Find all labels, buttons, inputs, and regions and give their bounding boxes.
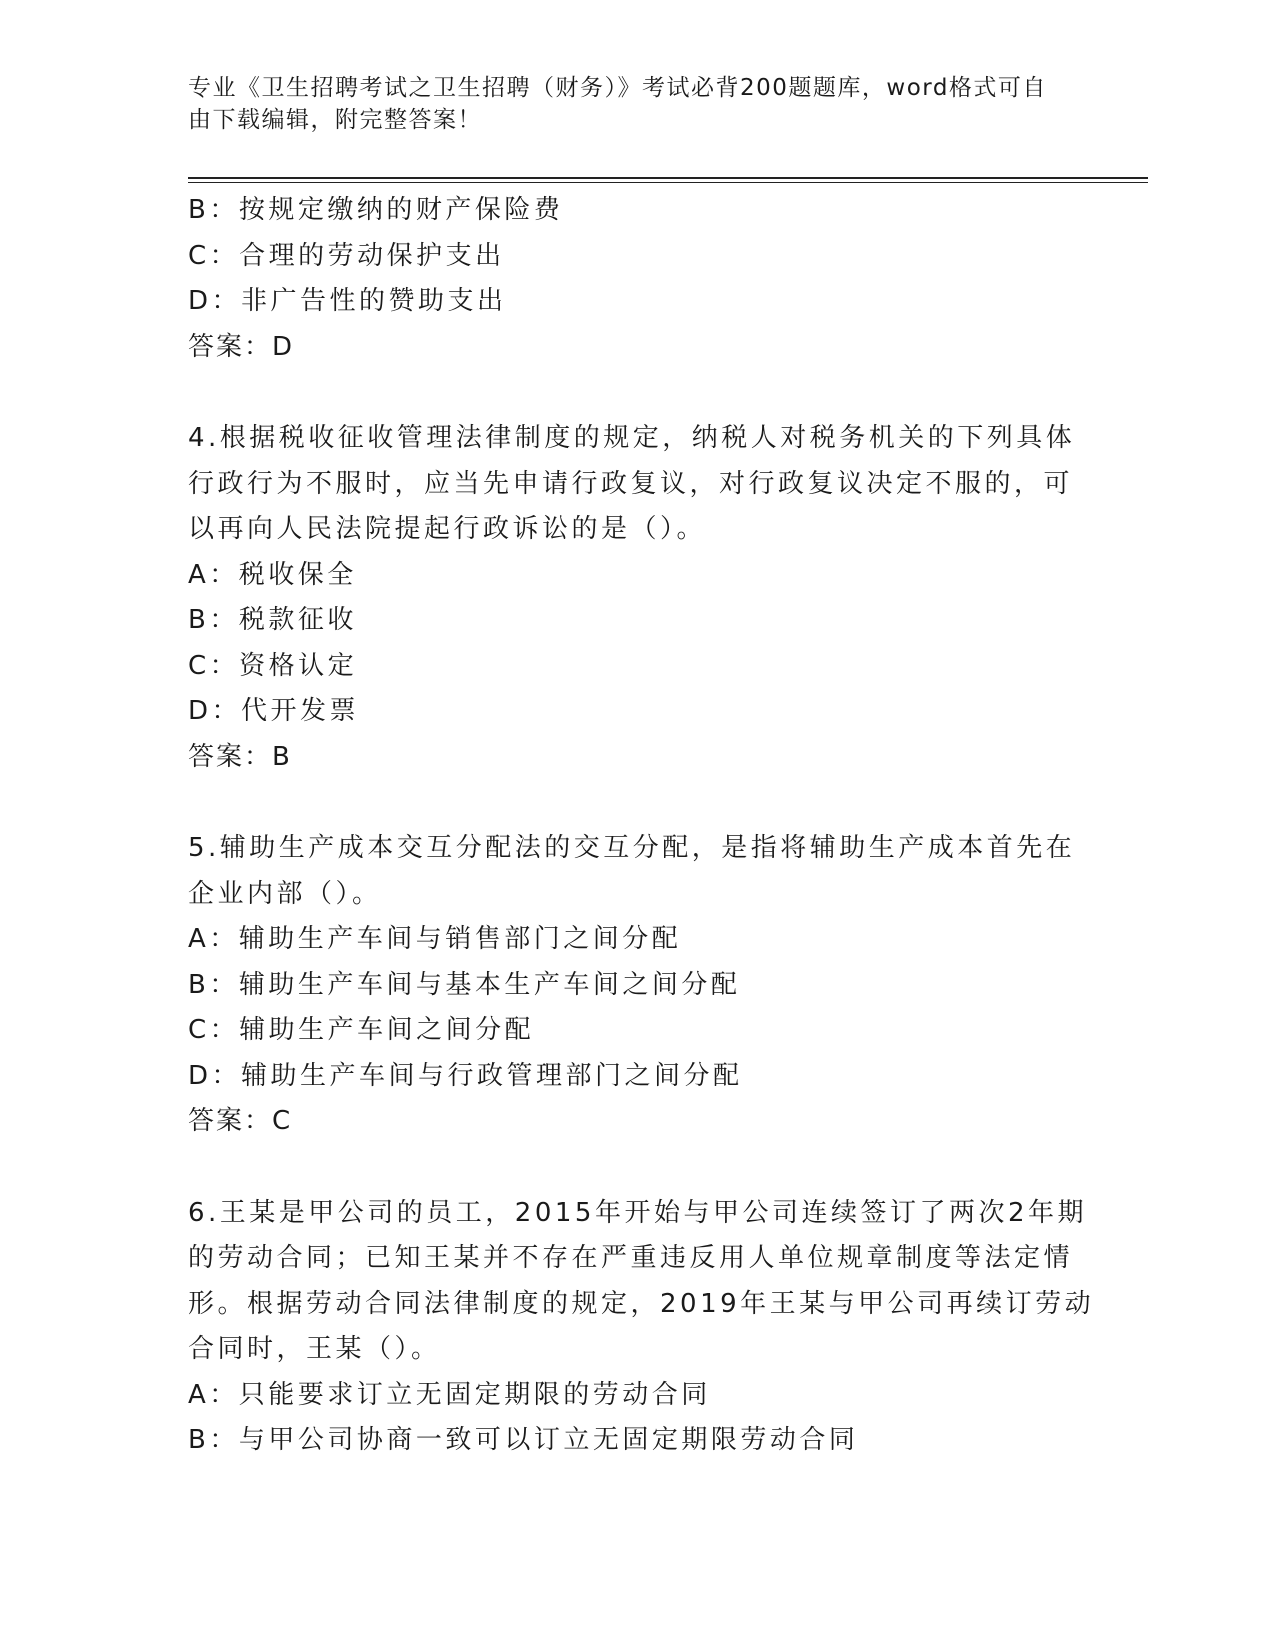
option-c: C：合理的劳动保护支出	[188, 240, 505, 271]
option-b: B：与甲公司协商一致可以订立无固定期限劳动合同	[188, 1425, 859, 1455]
question-stem-line: 合同时，王某（）。	[188, 1334, 441, 1364]
answer: 答案：B	[188, 741, 292, 772]
header-rule-thin	[188, 182, 1148, 183]
option-d: D：非广告性的赞助支出	[188, 286, 507, 316]
option-a: A：只能要求订立无固定期限的劳动合同	[188, 1379, 711, 1410]
answer: 答案：D	[188, 331, 295, 362]
question-5	[188, 826, 1088, 1145]
question-stem-line: 4.根据税收征收管理法律制度的规定，纳税人对税务机关的下列具体	[188, 423, 1076, 453]
option-c: C：资格认定	[188, 650, 358, 681]
option-a: A：辅助生产车间与销售部门之间分配	[188, 924, 682, 954]
question-stem-line: 行政行为不服时，应当先申请行政复议，对行政复议决定不服的，可	[188, 468, 1074, 499]
question-6	[188, 1191, 1095, 1464]
question-stem-line: 的劳动合同；已知王某并不存在严重违反用人单位规章制度等法定情	[188, 1243, 1074, 1273]
document-header: 专业《卫生招聘考试之卫生招聘（财务）》考试必背200题题库，word格式可自由下载编辑，附完整答案！	[188, 75, 1047, 133]
header-rule-thick	[188, 177, 1148, 179]
option-b: B：按规定缴纳的财产保险费	[188, 195, 564, 225]
question-4	[188, 416, 1088, 780]
option-b: B：税款征收	[188, 605, 357, 635]
option-a: A：税收保全	[188, 559, 357, 590]
option-d: D：代开发票	[188, 696, 360, 726]
question-stem-line: 形。根据劳动合同法律制度的规定，2019年王某与甲公司再续订劳动	[188, 1288, 1095, 1319]
option-d: D：辅助生产车间与行政管理部门之间分配	[188, 1060, 743, 1091]
question-prev	[188, 188, 1088, 370]
answer: 答案：C	[188, 1106, 293, 1136]
question-stem-line: 企业内部（）。	[188, 878, 382, 909]
question-stem-line: 以再向人民法院提起行政诉讼的是（）。	[188, 514, 707, 544]
option-c: C：辅助生产车间之间分配	[188, 1015, 535, 1045]
option-b: B：辅助生产车间与基本生产车间之间分配	[188, 969, 741, 1000]
question-stem-line: 6.王某是甲公司的员工，2015年开始与甲公司连续签订了两次2年期	[188, 1197, 1088, 1228]
question-stem-line: 5.辅助生产成本交互分配法的交互分配，是指将辅助生产成本首先在	[188, 833, 1076, 863]
question-list	[188, 188, 1095, 1464]
